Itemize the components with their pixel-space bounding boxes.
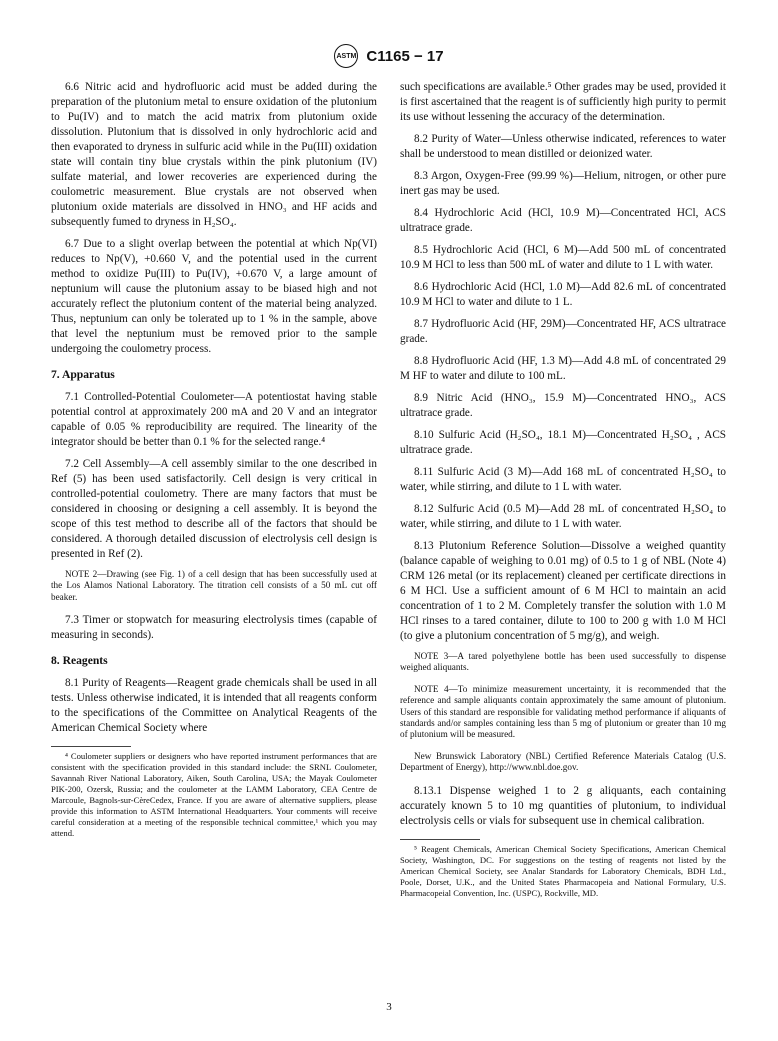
left-column [51, 80, 377, 839]
paragraph-8-12: 8.12 Sulfuric Acid (0.5 M)—Add 28 mL of concentrated H₂SO₄ to water, while stirring, and dilute to 1 L with water. [400, 503, 726, 530]
page-header [0, 44, 778, 68]
footnote-divider [51, 746, 131, 747]
document-id: C1165 − 17 [366, 47, 444, 65]
footnote-5: ⁵ Reagent Chemicals, American Chemical Society Specifications, American Chemical Society, Washington, DC. For suggestions on the testing of reagents not listed by the American Chemical Society, see Analar Standards for Laboratory Chemicals, BDH Ltd., Poole, Dorset, U.K., and the United States Pharmacopeia and National Formulary, U.S. Pharmacopeial Convention, Inc. (USPC), Rockville, MD. [400, 843, 726, 898]
paragraph-8-5: 8.5 Hydrochloric Acid (HCl, 6 M)—Add 500 mL of concentrated 10.9 M HCl to less than 500 mL of water and dilute to 1 L with water. [400, 244, 726, 271]
paragraph-6-7: 6.7 Due to a slight overlap between the potential at which Np(VI) reduces to Np(V), +0.660 V, and the potential used in the current method to oxidize Pu(III) to Pu(IV), +0.670 V, a large amount of neptunium will cause the plutonium assay to be biased high and not accurately reflect the plutonium content of the material being analyzed. Thus, neptunium can only be tolerated up to 1 % in the sample, above that level the neptunium must be removed prior to the sample undergoing the coulometry process. [51, 238, 377, 355]
paragraph-7-3: 7.3 Timer or stopwatch for measuring electrolysis times (capable of measuring in seconds). [51, 614, 377, 642]
note-4: NOTE 4—To minimize measurement uncertainty, it is recommended that the reference and sample aliquants contain approximately the same amount of plutonium. Users of this standard are responsible for validating method performance if aliquants of standards and/or samples containing less than 5 mg of plutonium or greater than 10 mg of plutonium will be measured. [400, 683, 726, 740]
paragraph-6-6: 6.6 Nitric acid and hydrofluoric acid must be added during the preparation of the plutonium metal to ensure oxidation of the plutonium to Pu(IV) and to match the acid matrix from plutonium oxide dissolution. Plutonium that is dissolved in only hydrochloric acid and then evaporated to dryness in sulfuric acid while in the Pu(III) oxidation state will contain tiny blue crystals within the pink plutonium (IV) sulfate material, and lower recoveries are experienced during the coulometric measurement. Blue crystals are not observed when plutonium oxide materials are dissolved in HNO₃ and HF acids and subsequently fumed to dryness in H₂SO₄. [51, 81, 377, 228]
paragraph-8-7: 8.7 Hydrofluoric Acid (HF, 29M)—Concentrated HF, ACS ultratrace grade. [400, 318, 726, 345]
footnote-4: ⁴ Coulometer suppliers or designers who have reported instrument performances that are consistent with the specification provided in this standard include: the SRNL Coulometer, Savannah River National Laboratory, Aiken, South Carolina, USA; the Mayak Coulometer PIK-200, Ozersk, Russia; and the coulometer at the LAMM Laboratory, CEA Centre de Marcoule, Bagnols-sur-CèreCedex, France. If you are aware of alternative suppliers, please provide this information to ASTM International Headquarters. Your comments will receive careful consideration at a meeting of the responsible technical committee,¹ which you may attend. [51, 751, 377, 839]
right-column [400, 80, 726, 899]
paragraph-8-9: 8.9 Nitric Acid (HNO₃, 15.9 M)—Concentrated HNO₃, ACS ultratrace grade. [400, 392, 726, 419]
paragraph-8-11: 8.11 Sulfuric Acid (3 M)—Add 168 mL of concentrated H₂SO₄ to water, while stirring, and dilute to 1 L with water. [400, 466, 726, 493]
paragraph-8-1-continued: such specifications are available.⁵ Other grades may be used, provided it is first ascertained that the reagent is of sufficiently high purity to permit its use without lessening the accuracy of the determination. [400, 81, 726, 123]
section-heading-apparatus: 7. Apparatus [51, 368, 115, 381]
section-heading-reagents: 8. Reagents [51, 654, 108, 668]
paragraph-7-1: 7.1 Controlled-Potential Coulometer—A potentiostat having stable potential control at approximately 200 mA and 20 V and an integrator capable of 0.05 % reproducibility are required. The linearity of the integrator should be better than 0.1 % for the selected range.⁴ [51, 391, 377, 448]
paragraph-8-6: 8.6 Hydrochloric Acid (HCl, 1.0 M)—Add 82.6 mL of concentrated 10.9 M HCl to water and dilute to 1 L. [400, 281, 726, 308]
paragraph-8-10: 8.10 Sulfuric Acid (H₂SO₄, 18.1 M)—Concentrated H₂SO₄ , ACS ultratrace grade. [400, 429, 726, 456]
note-3: NOTE 3—A tared polyethylene bottle has been used successfully to dispense weighed aliquants. [400, 651, 726, 673]
paragraph-7-2: 7.2 Cell Assembly—A cell assembly similar to the one described in Ref (5) has been used satisfactorily. Cell design is very critical in controlled-potential coulometry. There are many factors that must be considered in choosing or designing a cell assembly. It is beyond the scope of this test method to describe all of the factors that should be considered. A thorough detailed discussion of electrolysis cell design is presented in Ref (2). [51, 458, 377, 560]
paragraph-8-2: 8.2 Purity of Water—Unless otherwise indicated, references to water shall be understood to mean distilled or deionized water. [400, 133, 726, 160]
paragraph-8-13-1: 8.13.1 Dispense weighed 1 to 2 g aliquants, each containing accurately known 5 to 10 mg quantities of plutonium, to individual electrolysis cells or vials for subsequent use in chemical calibration. [400, 784, 726, 827]
paragraph-8-13: 8.13 Plutonium Reference Solution—Dissolve a weighed quantity (balance capable of weighing to 0.01 mg) of 0.5 to 1 g of NBL (Note 4) CRM 126 metal (or its replacement) cleaned per certificate directions in 6 M HCl. Use a sufficient amount of 6 M HCl to maintain an acid concentration of 1 to 2 M. Completely transfer the solution with 1.0 M HCl rinses to a tared container, dilute to 100 to 200 g with 1.0 M HCl (to give a plutonium concentration of 5 mg/g), and weigh. [400, 540, 726, 642]
paragraph-8-3: 8.3 Argon, Oxygen-Free (99.99 %)—Helium, nitrogen, or other pure inert gas may be used. [400, 170, 726, 197]
footnote-divider [400, 839, 480, 840]
paragraph-8-8: 8.8 Hydrofluoric Acid (HF, 1.3 M)—Add 4.8 mL of concentrated 29 M HF to water and dilute to 100 mL. [400, 355, 726, 382]
note-2: NOTE 2—Drawing (see Fig. 1) of a cell design that has been successfully used at the Los Alamos National Laboratory. The titration cell consists of a 50 mL cut off beaker. [51, 569, 377, 602]
paragraph-8-1: 8.1 Purity of Reagents—Reagent grade chemicals shall be used in all tests. Unless otherwise indicated, it is intended that all reagents conform to the specifications of the Committee on Analytical Reagents of the American Chemical Society where [51, 677, 377, 735]
astm-logo: ASTM [334, 44, 358, 68]
note-4-reference: New Brunswick Laboratory (NBL) Certified Reference Materials Catalog (U.S. Department of Energy), http://www.nbl.doe.gov. [400, 750, 726, 773]
paragraph-8-4: 8.4 Hydrochloric Acid (HCl, 10.9 M)—Concentrated HCl, ACS ultratrace grade. [400, 207, 726, 234]
page-number: 3 [386, 1001, 392, 1013]
